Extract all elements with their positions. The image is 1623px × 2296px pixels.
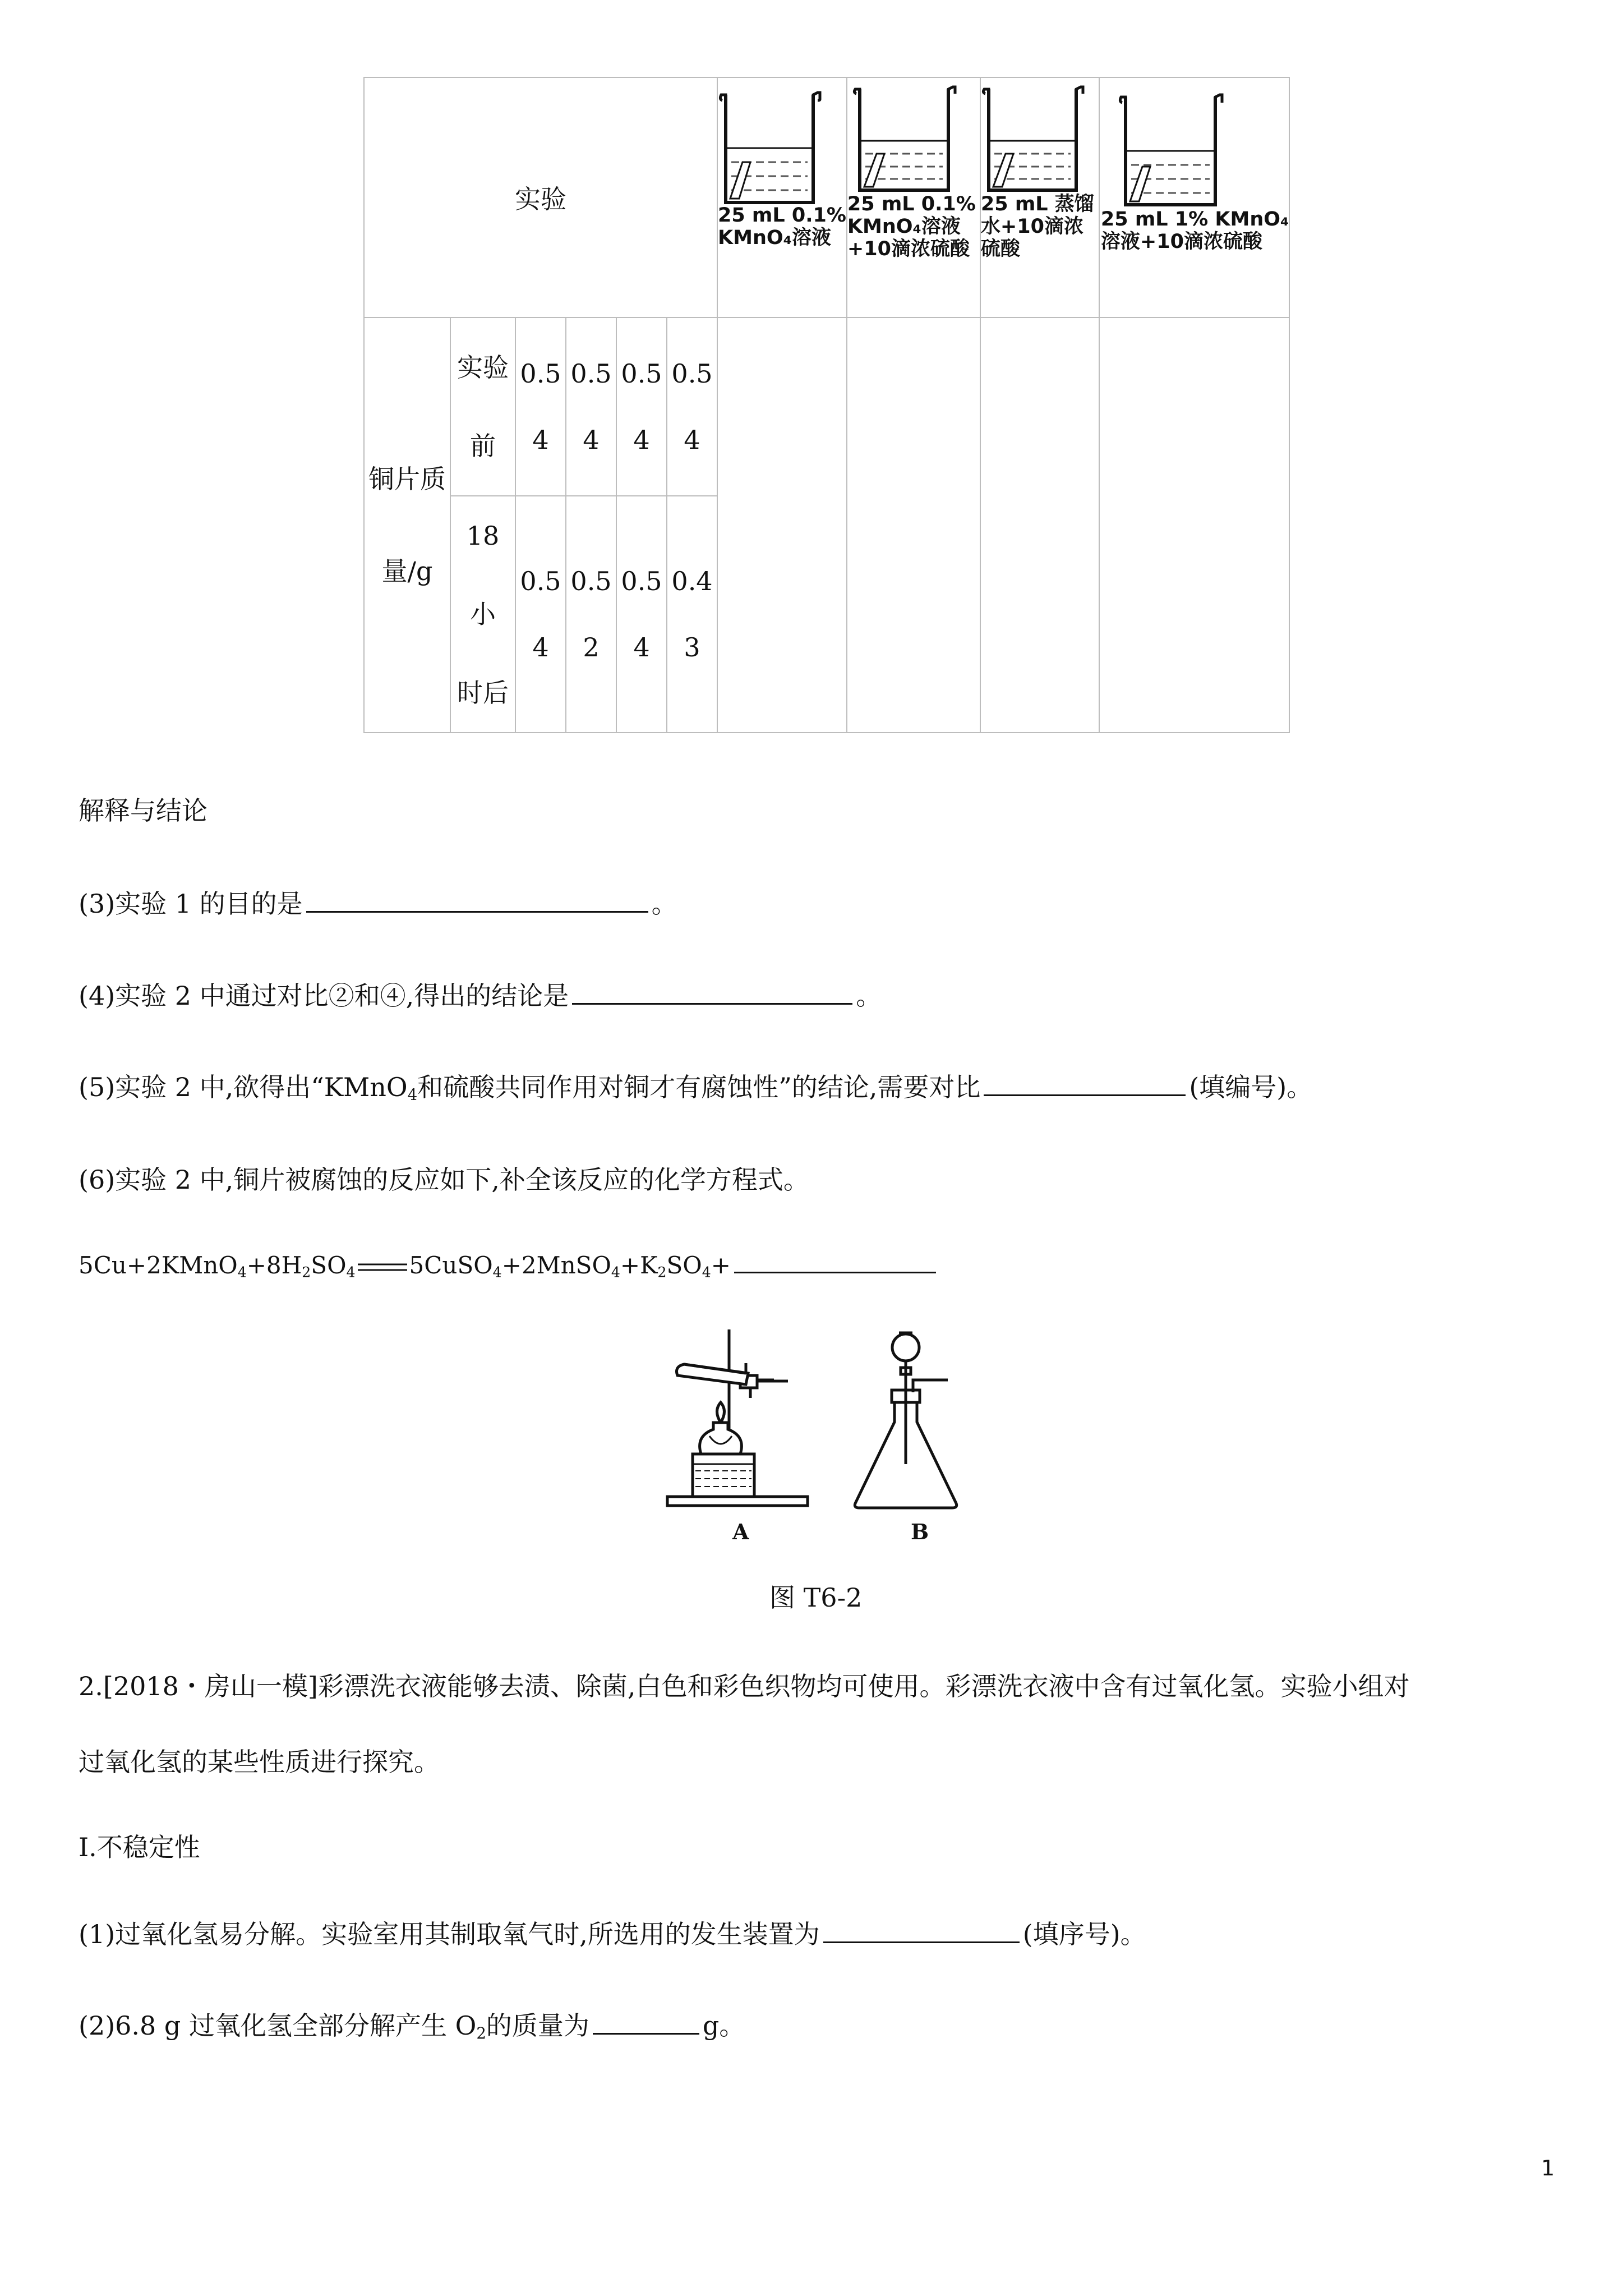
apparatus-b-icon [855,1333,956,1508]
equals-sign [357,1260,408,1274]
row-label-cell [364,318,450,733]
subrow-label-after: 18 小 时后 [450,496,515,733]
apparatus-a-icon [667,1329,808,1506]
answer-blank[interactable] [593,2032,699,2035]
question-3: (3)实验 1 的目的是 。 [79,889,677,919]
answer-blank[interactable] [572,1002,852,1005]
row-label-line: 铜片质 [368,464,446,494]
question-4: (4)实验 2 中通过对比②和④,得出的结论是 。 [79,981,882,1011]
answer-blank[interactable] [734,1271,936,1273]
question-2: (2)6.8 g 过氧化氢全部分解产生 $O_2$的质量为 g。 [79,2010,745,2042]
subrow-label-before: 实验 前 [450,318,515,496]
value-cell: 0.5 4 [616,496,667,733]
value-cell: 0.5 4 [566,318,616,496]
beaker-cell-1 [717,77,847,318]
row-label-line: 量/g [381,556,433,586]
header-label: 实验 [515,184,566,214]
empty-cell [717,318,847,733]
value-cell: 0.5 4 [667,318,717,496]
beaker-caption-4: 25 mL 1% KMnO₄ 溶液+10滴浓硫酸 [1100,208,1289,253]
value-cell: 0.4 3 [667,496,717,733]
answer-blank[interactable] [984,1094,1186,1096]
problem-2-line-2: 过氧化氢的某些性质进行探究。 [79,1747,440,1777]
empty-cell [1099,318,1289,733]
label-a: A [732,1519,749,1544]
answer-blank[interactable] [823,1941,1020,1943]
value-cell: 0.5 4 [616,318,667,496]
section-heading: 解释与结论 [79,795,208,826]
beaker-caption-3: 25 mL 蒸馏 水+10滴浓 硫酸 [980,193,1094,260]
empty-cell [847,318,980,733]
label-b: B [911,1519,929,1544]
beaker-cell-4 [1099,77,1289,318]
section-instability: Ⅰ.不稳定性 [79,1832,200,1862]
problem-2-line-1: 2.[2018・房山一模]彩漂洗衣液能够去渍、除菌,白色和彩色织物均可使用。彩漂洗衣液中含有过氧化氢。实验小组对 [79,1671,1410,1701]
question-5: (5)实验 2 中,欲得出“KMnO$_4$和硫酸共同作用对铜才有腐蚀性”的结论,需要对比 (填编号)。 [79,1072,1313,1104]
beaker-cell-3 [980,77,1099,318]
beaker-caption-1: 25 mL 0.1% KMnO₄溶液 [718,204,846,249]
beaker-cell-2 [847,77,980,318]
beaker-icon [1100,78,1279,224]
header-label-cell [364,77,717,318]
chemical-equation: $5Cu+2KMnO_4+8H_2SO_4$ $5CuSO_4+2MnSO_4+K_2SO_4+$ [79,1254,939,1280]
empty-cell [980,318,1099,733]
beaker-icon [981,78,1099,207]
answer-blank[interactable] [306,910,648,913]
page-number: 1 [1541,2156,1555,2180]
beaker-icon [847,78,980,207]
figure-caption: 图 T6-2 [769,1582,863,1613]
beaker-icon [718,78,837,221]
beaker-caption-2: 25 mL 0.1% KMnO₄溶液 +10滴浓硫酸 [847,193,976,260]
value-cell: 0.5 4 [515,496,566,733]
value-cell: 0.5 2 [566,496,616,733]
question-1: (1)过氧化氢易分解。实验室用其制取氧气时,所选用的发生装置为 (填序号)。 [79,1919,1146,1949]
question-6: (6)实验 2 中,铜片被腐蚀的反应如下,补全该反应的化学方程式。 [79,1165,809,1195]
apparatus-figure [662,1324,1009,1537]
value-cell: 0.5 4 [515,318,566,496]
experiment-table [363,77,1290,733]
